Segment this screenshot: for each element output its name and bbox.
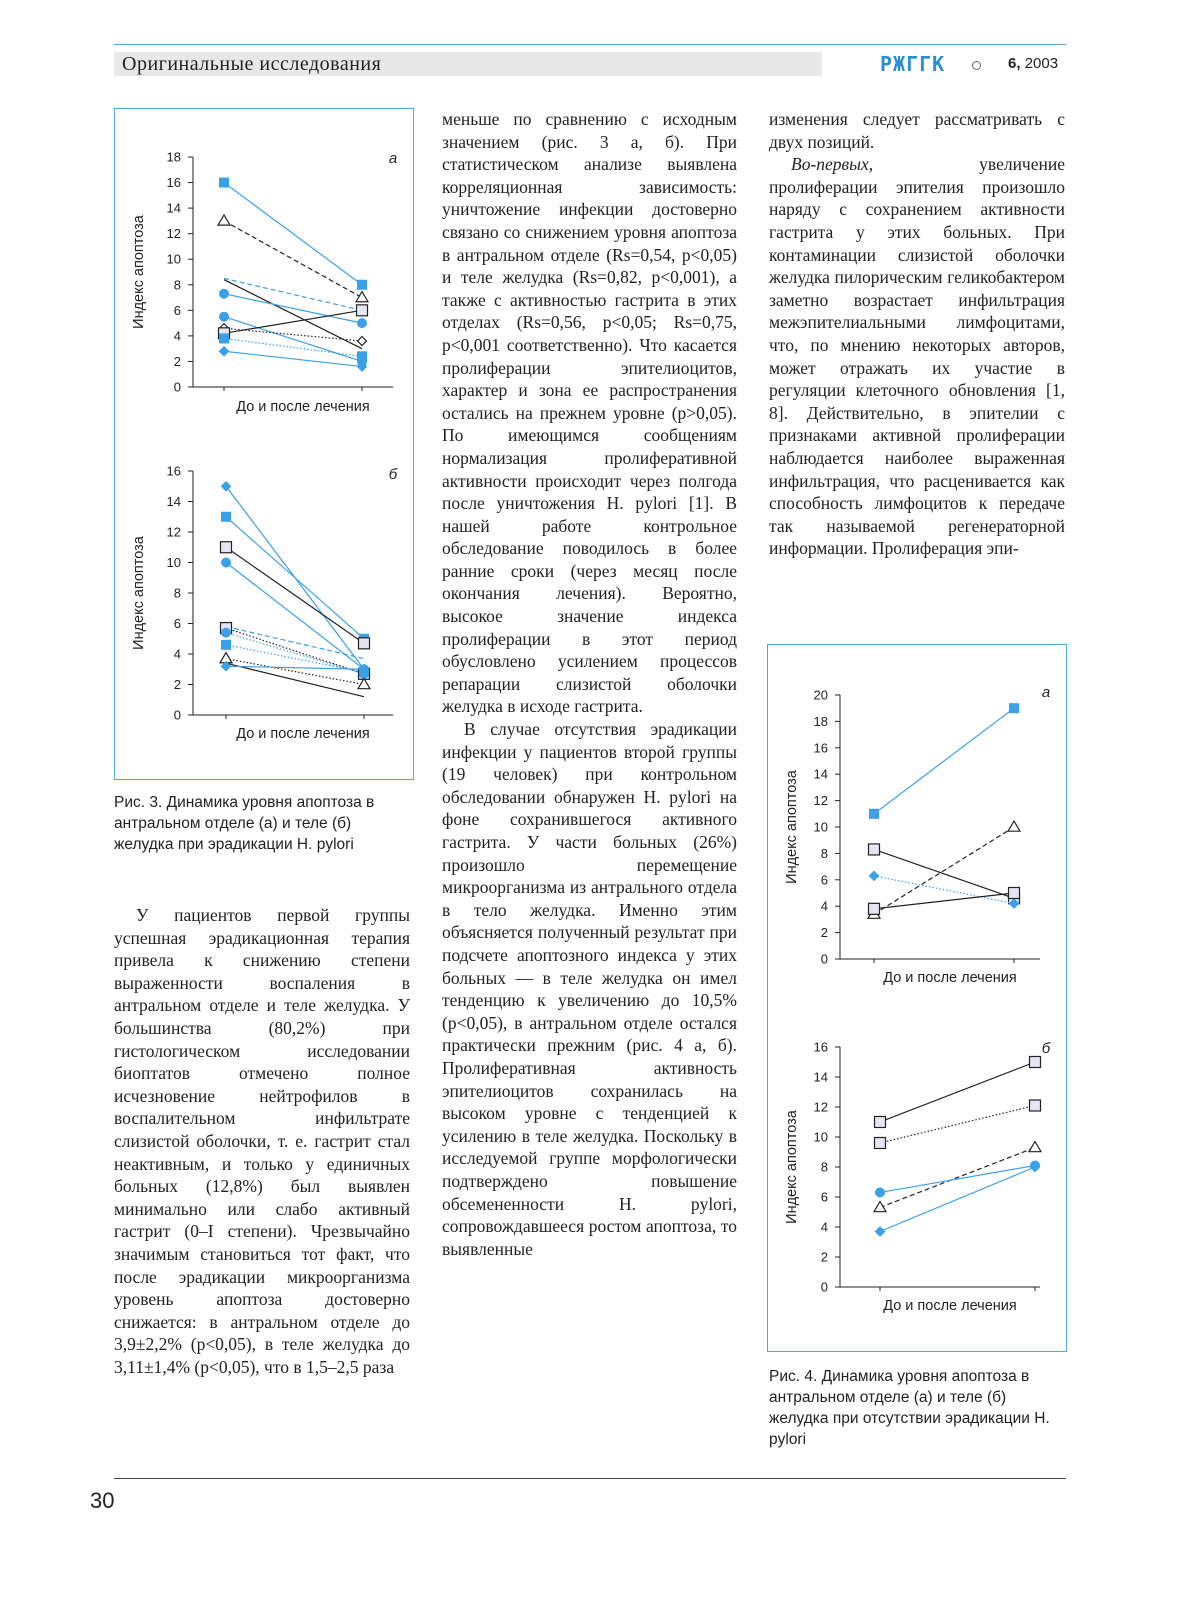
series-line	[224, 351, 362, 366]
data-point	[875, 1117, 886, 1128]
data-point	[218, 215, 230, 225]
series-line	[880, 1106, 1035, 1144]
header-bullet-icon	[972, 61, 981, 70]
y-tick-label: 14	[813, 766, 828, 782]
data-point	[222, 628, 231, 637]
data-point	[875, 1138, 886, 1149]
y-tick-label: 6	[820, 1189, 828, 1205]
y-tick-label: 14	[813, 1069, 828, 1085]
y-tick-label: 6	[173, 616, 181, 631]
y-axis-label: Индекс апоптоза	[784, 770, 800, 884]
data-point	[220, 178, 229, 187]
paragraph: изменения следует рассматривать с двух позиций.	[769, 109, 1065, 152]
chart-fig3a	[115, 139, 413, 459]
y-tick-label: 16	[813, 1039, 828, 1055]
paragraph	[769, 153, 1065, 560]
data-point	[1030, 1100, 1041, 1111]
figure-4-caption: Рис. 4. Динамика уровня апоптоза в антральном отделе (а) и теле (б) желудка при отсутствии эрадикации H. pylori	[769, 1368, 1050, 1448]
series-line	[874, 708, 1014, 814]
y-tick-label: 8	[173, 585, 181, 601]
data-point	[222, 640, 231, 649]
y-tick-label: 10	[166, 251, 181, 267]
data-point	[357, 305, 368, 316]
series-line	[874, 849, 1014, 898]
paragraph-text: , увеличение пролиферации эпителия произошло наряду с сохранением активности гастрита у этих больных. При контаминации слизистой оболочки желудка пилорическим геликобактером заметно возрастает инфильтрация межэпителиальными лимфоцитами, что, по мнению некоторых авторов, может отражать их участие в регуляции клеточного обновления [1, 8]. Действительно, в эпителии с признаками активной пролиферации наблюдается наиболее выраженная инфильтрация, что расценивается как способность лимфоцитов к передаче так называемой регенераторной информации. Пролиферация эпи-	[769, 154, 1065, 559]
footer-rule	[114, 1478, 1066, 1479]
y-axis-label: Индекс апоптоза	[784, 1110, 800, 1224]
series-line	[224, 294, 362, 323]
data-point	[1010, 704, 1019, 713]
y-tick-label: 16	[166, 175, 181, 191]
y-tick-label: 4	[173, 646, 181, 662]
panel-label: а	[388, 150, 398, 167]
data-point	[876, 1188, 885, 1197]
series-line	[874, 876, 1014, 904]
x-axis-label: До и после лечения	[236, 399, 370, 415]
series-line	[224, 183, 362, 285]
header-top-rule	[114, 44, 1066, 45]
y-tick-label: 0	[820, 951, 828, 967]
data-point	[876, 1227, 885, 1236]
data-point	[222, 558, 231, 567]
issue-info	[1008, 52, 1058, 76]
y-tick-label: 16	[166, 463, 181, 479]
data-point	[358, 280, 367, 289]
series-line	[224, 317, 362, 362]
chart-fig3b	[115, 459, 413, 779]
data-point	[222, 482, 231, 491]
y-tick-label: 12	[166, 524, 181, 540]
data-point	[869, 844, 880, 855]
y-tick-label: 12	[166, 226, 181, 242]
data-point	[222, 512, 231, 521]
y-axis-label: Индекс апоптоза	[131, 536, 147, 650]
y-tick-label: 10	[813, 1129, 828, 1145]
data-point	[358, 679, 370, 689]
y-tick-label: 2	[820, 1249, 828, 1265]
panel-label: б	[1041, 1040, 1051, 1057]
y-tick-label: 18	[166, 149, 181, 165]
issue-number: 6,	[1008, 55, 1021, 72]
data-point	[874, 1202, 886, 1212]
y-tick-label: 8	[820, 845, 828, 861]
data-point	[221, 542, 232, 553]
y-tick-label: 20	[813, 687, 828, 703]
text-column-1	[114, 904, 410, 1378]
paragraph: меньше по сравнению с исходным значением (рис. 3 а, б). При статистическом анализе выявлена корреляционная зависимость: уничтожение инфекции достоверно связано со снижением уровня апоптоза в антральном отделе (Rs=0,54, p<0,05) и теле желудка (Rs=0,82, p<0,001), а также с активностью гастрита в этих отделах (Rs=0,56, p<0,05; Rs=0,75, p<0,001 соответственно). Что касается пролиферации эпителиоцитов, характер и зона ее распространения остались на прежнем уровне (p>0,05). По имеющимся сообщениям нормализация пролиферативной активности происходит через полгода после уничтожения H. pylori [1]. В нашей работе контрольное обследование поводилось в более ранние сроки (через месяц после окончания лечения). Вероятно, высокое значение индекса пролиферации в этот период обусловлено усилением процессов репарации слизистой оболочки желудка в исходе гастрита.	[442, 109, 737, 717]
y-tick-label: 14	[166, 494, 181, 509]
data-point	[1029, 1142, 1041, 1152]
figure-3-caption: Рис. 3. Динамика уровня апоптоза в антральном отделе (а) и теле (б) желудка при эрадикации H. pylori	[114, 794, 375, 853]
series-line	[226, 659, 364, 685]
data-point	[358, 352, 367, 361]
series-line	[224, 278, 362, 310]
y-tick-label: 4	[820, 1219, 828, 1235]
y-tick-label: 12	[813, 793, 828, 809]
data-point	[358, 319, 367, 328]
y-tick-label: 10	[166, 555, 181, 570]
y-tick-label: 6	[173, 302, 181, 318]
y-tick-label: 8	[820, 1159, 828, 1175]
y-tick-label: 18	[813, 713, 828, 729]
issue-year: 2003	[1024, 55, 1059, 72]
data-point	[1009, 888, 1020, 899]
series-line	[880, 1062, 1035, 1122]
x-axis-label: До и после лечения	[883, 1298, 1017, 1314]
data-point	[358, 337, 367, 346]
x-axis-label: До и после лечения	[883, 970, 1017, 986]
figure-4-frame	[767, 644, 1067, 1352]
series-line	[880, 1148, 1035, 1208]
series-line	[224, 221, 362, 298]
journal-logo: РЖГГК	[880, 52, 946, 76]
y-tick-label: 2	[173, 677, 181, 692]
data-point	[870, 871, 879, 880]
paragraph: В случае отсутствия эрадикации инфекции у пациентов второй группы (19 человек) при контрольном обследовании обнаружен H. pylori на фоне сохранившегося активного гастрита. У части больных (26%) произошло перемещение микроорганизма из антрального отдела в тело желудка. Именно этим объясняется полученный результат при подсчете апоптозного индекса у этих больных — в теле желудка он имел тенденцию к увеличению до 10,5% (p<0,05), в антральном отделе остался практически прежним (рис. 4 а, б). Пролиферативная активность эпителиоцитов сохранилась на высоком уровне с тенденцией к усилению в теле желудка. Поскольку в исследуемой группе морфологически подтверждено повышение обсемененности H. pylori, сопровождавшееся ростом апоптоза, то выявленные	[442, 719, 737, 1259]
emphasis-text: Во-первых	[791, 154, 869, 175]
data-point	[220, 334, 229, 343]
series-line	[880, 1167, 1035, 1232]
y-tick-label: 2	[820, 925, 828, 941]
y-tick-label: 0	[173, 379, 181, 395]
data-point	[1030, 1057, 1041, 1068]
page-number: 30	[90, 1488, 115, 1513]
y-tick-label: 12	[813, 1099, 828, 1115]
y-axis-label: Индекс апоптоза	[131, 215, 147, 329]
y-tick-label: 2	[173, 353, 181, 369]
text-column-3	[769, 108, 1065, 560]
data-point	[356, 292, 368, 302]
data-point	[869, 903, 880, 914]
series-line	[226, 547, 364, 643]
y-tick-label: 6	[820, 872, 828, 888]
figure-3-frame	[114, 108, 414, 780]
data-point	[220, 347, 229, 356]
y-tick-label: 4	[820, 898, 828, 914]
chart-fig4b	[768, 1015, 1066, 1355]
data-point	[220, 289, 229, 298]
x-axis-label: До и после лечения	[236, 726, 370, 742]
y-tick-label: 10	[813, 819, 828, 835]
paragraph: У пациентов первой группы успешная эрадикационная терапия привела к снижению степени выраженности воспаления в антральном отделе и теле желудка. У большинства (80,2%) при гистологическом исследовании биоптатов отмечено полное исчезновение нейтрофилов в воспалительном инфильтрате слизистой оболочки, т. е. гастрит стал неактивным, и только у единичных больных (12,8%) был выявлен минимально или слабо активный гастрит (0–I степени). Чрезвычайно значимым становиться тот факт, что после эрадикации микроорганизма уровень апоптоза достоверно снижается: в антральном отделе до 3,9±2,2% (p<0,05), в теле желудка до 3,11±1,4% (p<0,05), что в 1,5–2,5 раза	[114, 905, 410, 1377]
data-point	[870, 809, 879, 818]
series-line	[226, 517, 364, 639]
series-line	[880, 1166, 1035, 1193]
data-point	[1008, 821, 1020, 831]
section-title: Оригинальные исследования	[122, 53, 382, 75]
y-tick-label: 4	[173, 328, 181, 344]
y-tick-label: 16	[813, 740, 828, 756]
panel-label: а	[1041, 684, 1051, 701]
panel-label: б	[388, 466, 398, 483]
y-tick-label: 0	[173, 707, 181, 723]
text-column-2	[442, 108, 737, 1260]
data-point	[220, 312, 229, 321]
chart-fig4a	[768, 645, 1066, 1005]
y-tick-label: 0	[820, 1279, 828, 1295]
y-tick-label: 14	[166, 200, 181, 216]
y-tick-label: 8	[173, 277, 181, 293]
data-point	[359, 638, 370, 649]
